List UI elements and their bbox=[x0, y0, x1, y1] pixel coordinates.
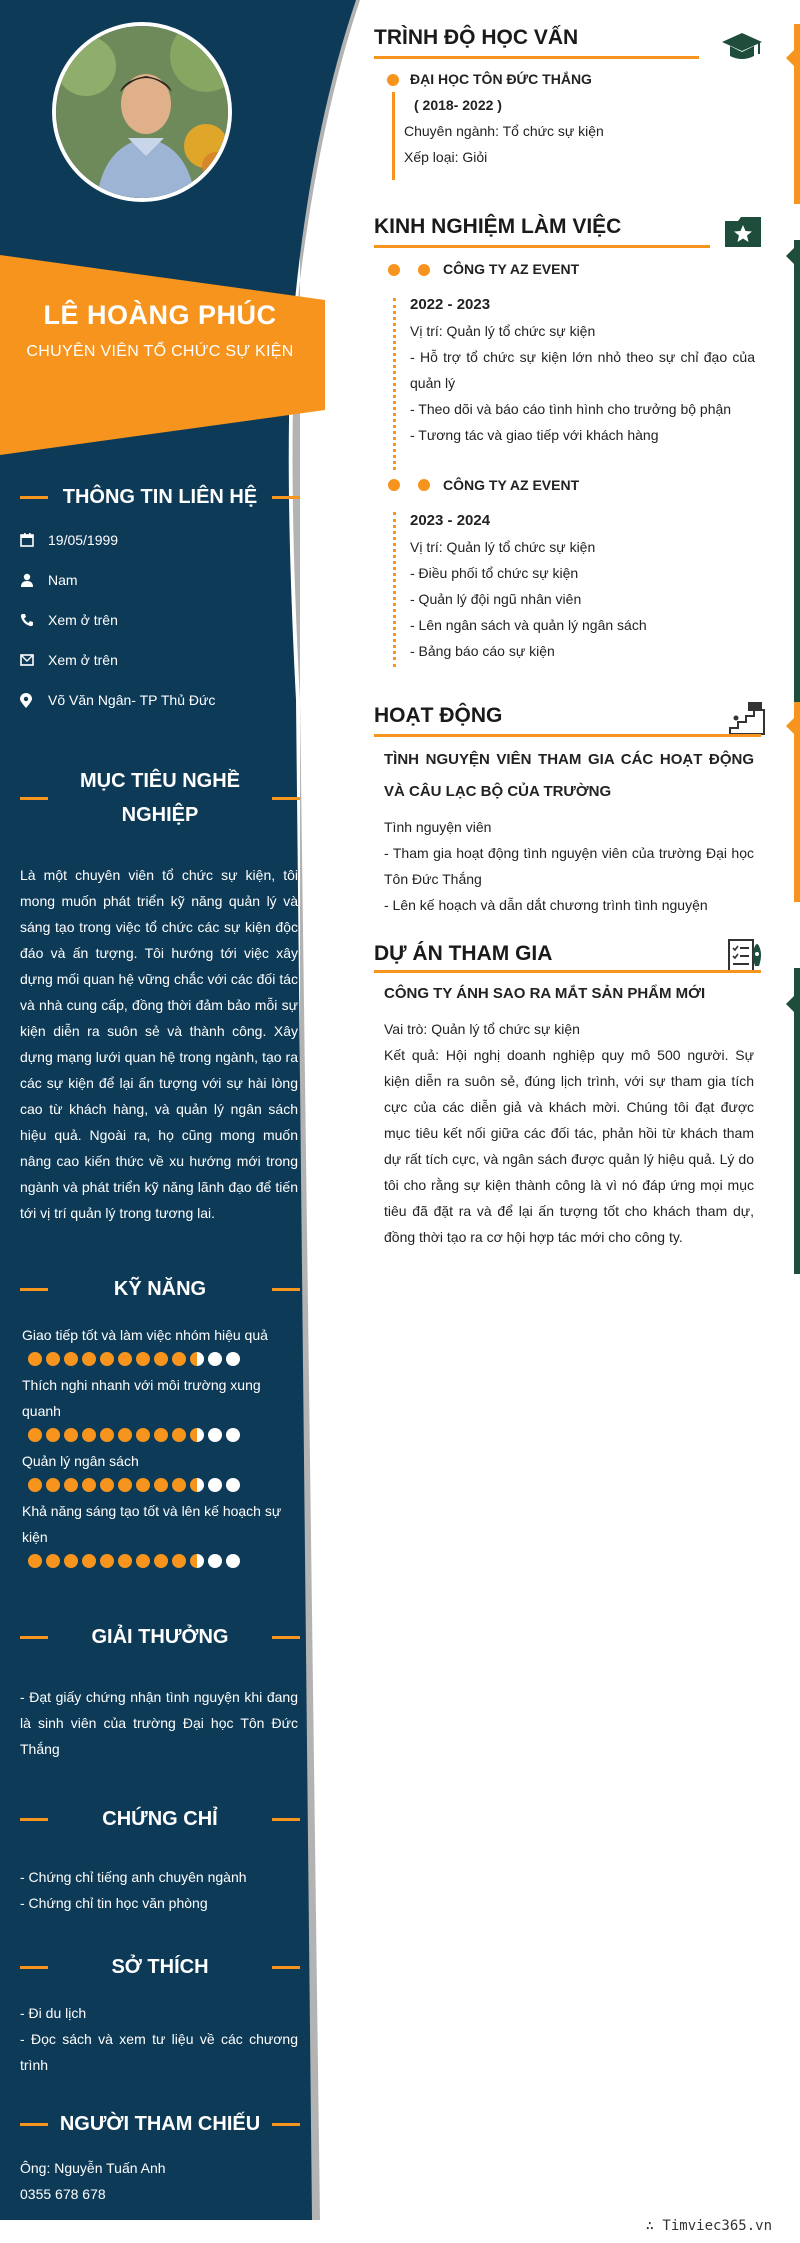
rating-dot bbox=[226, 1352, 240, 1366]
job-task: - Quản lý đội ngũ nhân viên bbox=[410, 591, 582, 607]
briefcase-star-icon bbox=[724, 215, 762, 254]
references-details bbox=[20, 2155, 298, 2207]
rating-dot bbox=[208, 1428, 222, 1442]
rating-dot bbox=[172, 1478, 186, 1492]
rating-dot bbox=[154, 1428, 168, 1442]
rating-dot bbox=[172, 1352, 186, 1366]
job-period: 2023 - 2024 bbox=[410, 512, 491, 529]
skill-label: Quản lý ngân sách bbox=[22, 1453, 139, 1469]
contact-address: Võ Văn Ngân- TP Thủ Đức bbox=[20, 680, 310, 720]
reference-phone: 0355 678 678 bbox=[20, 2186, 106, 2202]
activity-item: - Lên kế hoạch và dẫn dắt chương trình tình nguyện bbox=[384, 897, 708, 913]
rating-dot bbox=[64, 1428, 78, 1442]
job-company: CÔNG TY AZ EVENT bbox=[443, 261, 580, 277]
job-role: Vị trí: Quản lý tổ chức sự kiện bbox=[410, 323, 596, 339]
rating-dot bbox=[82, 1428, 96, 1442]
hobbies-heading: SỞ THÍCH bbox=[20, 1950, 300, 1984]
rating-dot bbox=[208, 1554, 222, 1568]
profile-photo bbox=[52, 22, 232, 202]
rating-dot bbox=[64, 1478, 78, 1492]
location-icon bbox=[20, 693, 48, 708]
contact-gender: Nam bbox=[20, 560, 310, 600]
job-task: - Theo dõi và báo cáo tình hình cho trưởng bộ phận bbox=[410, 401, 732, 417]
rating-dot bbox=[82, 1352, 96, 1366]
skill-label: Khả năng sáng tạo tốt và lên kế hoạch sự kiện bbox=[22, 1503, 282, 1545]
rating-dot bbox=[190, 1554, 204, 1568]
job-role: Vị trí: Quản lý tổ chức sự kiện bbox=[410, 539, 596, 555]
email-icon bbox=[20, 654, 48, 666]
candidate-title: CHUYÊN VIÊN TỔ CHỨC SỰ KIỆN bbox=[26, 343, 294, 360]
skill-rating bbox=[28, 1352, 302, 1366]
rating-dot bbox=[208, 1478, 222, 1492]
rating-dot bbox=[190, 1478, 204, 1492]
hobbies-list bbox=[20, 2000, 298, 2078]
project-checklist-icon bbox=[726, 936, 766, 981]
rating-dot bbox=[46, 1428, 60, 1442]
hobby-item: - Đi du lịch bbox=[20, 2005, 87, 2021]
activities-heading: HOẠT ĐỘNG bbox=[374, 704, 503, 727]
references-heading: NGƯỜI THAM CHIẾU bbox=[20, 2107, 300, 2141]
projects-side-arrow bbox=[786, 990, 800, 1018]
skill-label: Giao tiếp tốt và làm việc nhóm hiệu quả bbox=[22, 1327, 268, 1343]
hobby-item: - Đọc sách và xem tư liệu về các chương trình bbox=[20, 2031, 298, 2073]
awards-heading: GIẢI THƯỞNG bbox=[20, 1620, 300, 1654]
education-side-arrow bbox=[786, 44, 800, 72]
rating-dot bbox=[46, 1352, 60, 1366]
rating-dot bbox=[28, 1554, 42, 1568]
contact-list bbox=[20, 520, 310, 720]
rating-dot bbox=[136, 1478, 150, 1492]
rating-dot bbox=[28, 1478, 42, 1492]
calendar-icon bbox=[20, 533, 48, 547]
graduation-cap-icon bbox=[720, 30, 764, 69]
skill-item bbox=[22, 1448, 302, 1492]
awards-text: - Đạt giấy chứng nhận tình nguyện khi đang là sinh viên của trường Đại học Tôn Đức Thắng bbox=[20, 1689, 298, 1757]
skill-rating bbox=[28, 1428, 302, 1442]
rating-dot bbox=[154, 1478, 168, 1492]
skill-label: Thích nghi nhanh với môi trường xung quanh bbox=[22, 1377, 261, 1419]
education-timeline-dot bbox=[387, 74, 399, 86]
skills-heading: KỸ NĂNG bbox=[20, 1272, 300, 1306]
skill-item bbox=[22, 1498, 302, 1568]
education-major: Chuyên ngành: Tổ chức sự kiện bbox=[404, 123, 604, 139]
rating-dot bbox=[100, 1428, 114, 1442]
rating-dot bbox=[46, 1478, 60, 1492]
activities-details bbox=[384, 744, 754, 918]
skill-rating bbox=[28, 1554, 302, 1568]
rating-dot bbox=[226, 1428, 240, 1442]
rating-dot bbox=[226, 1478, 240, 1492]
activities-underline bbox=[374, 734, 761, 737]
project-title: CÔNG TY ÁNH SAO RA MẮT SẢN PHẨM MỚI bbox=[384, 985, 706, 1002]
objective-text: Là một chuyên viên tổ chức sự kiện, tôi mong muốn phát triển kỹ năng quản lý và sáng tạo trong việc tổ chức các sự kiện độc đáo và ấn tượng. Tôi hướng tới việc xây dựng mối quan hệ vững chắc với các đối tác và nhà cung cấp, đồng thời đảm bảo mỗi sự kiện diễn ra suôn sẻ và thành công. Xây dựng mạng lưới quan hệ trong ngành, tạo ra các sự kiện để lại ấn tượng với sự hài lòng cao từ khách hàng, và quản lý ngân sách hiệu quả. Ngoài ra, họ cũng mong muốn nâng cao kiến thức về xu hướng mới trong ngành và phát triển kỹ năng lãnh đạo để tiến tới vị trí quản lý trong tương lai. bbox=[20, 867, 298, 1221]
rating-dot bbox=[118, 1478, 132, 1492]
rating-dot bbox=[28, 1352, 42, 1366]
experience-heading: KINH NGHIỆM LÀM VIỆC bbox=[374, 213, 710, 248]
projects-underline bbox=[374, 970, 761, 973]
experience-side-arrow bbox=[786, 242, 800, 270]
activity-title: TÌNH NGUYỆN VIÊN THAM GIA CÁC HOẠT ĐỘNG VÀ CÂU LẠC BỘ CỦA TRƯỜNG bbox=[384, 751, 754, 800]
rating-dot bbox=[136, 1554, 150, 1568]
certificate-item: - Chứng chỉ tiếng anh chuyên ngành bbox=[20, 1869, 247, 1885]
rating-dot bbox=[226, 1554, 240, 1568]
job-1 bbox=[410, 256, 755, 448]
rating-dot bbox=[118, 1554, 132, 1568]
school-name: ĐẠI HỌC TÔN ĐỨC THẮNG bbox=[410, 71, 592, 87]
rating-dot bbox=[190, 1352, 204, 1366]
contact-birthday: 19/05/1999 bbox=[20, 520, 310, 560]
certificate-item: - Chứng chỉ tin học văn phòng bbox=[20, 1895, 208, 1911]
skills-list bbox=[22, 1322, 302, 1574]
objective-heading: MỤC TIÊU NGHỀ NGHIỆP bbox=[20, 764, 300, 832]
rating-dot bbox=[190, 1428, 204, 1442]
sidebar bbox=[0, 0, 360, 2220]
rating-dot bbox=[64, 1554, 78, 1568]
project-role: Vai trò: Quản lý tổ chức sự kiện bbox=[384, 1021, 580, 1037]
rating-dot bbox=[154, 1352, 168, 1366]
job-period: 2022 - 2023 bbox=[410, 296, 491, 313]
rating-dot bbox=[28, 1428, 42, 1442]
user-icon bbox=[20, 573, 48, 587]
certificates-list bbox=[20, 1864, 298, 1916]
rating-dot bbox=[136, 1428, 150, 1442]
education-grade: Xếp loại: Giỏi bbox=[404, 149, 488, 165]
rating-dot bbox=[46, 1554, 60, 1568]
job-company: CÔNG TY AZ EVENT bbox=[443, 477, 580, 493]
phone-icon bbox=[20, 613, 48, 627]
job-timeline-dotted bbox=[393, 298, 396, 470]
job-task: - Điều phối tổ chức sự kiện bbox=[410, 565, 579, 581]
skill-rating bbox=[28, 1478, 302, 1492]
rating-dot bbox=[82, 1478, 96, 1492]
job-task: - Bảng báo cáo sự kiện bbox=[410, 643, 555, 659]
contact-email: Xem ở trên bbox=[20, 640, 310, 680]
study-years: ( 2018- 2022 ) bbox=[414, 97, 502, 113]
rating-dot bbox=[154, 1554, 168, 1568]
job-timeline-dot bbox=[388, 264, 400, 276]
skill-item bbox=[22, 1322, 302, 1366]
reference-name: Ông: Nguyễn Tuấn Anh bbox=[20, 2160, 166, 2176]
candidate-name: LÊ HOÀNG PHÚC bbox=[43, 300, 277, 330]
rating-dot bbox=[136, 1352, 150, 1366]
job-task: - Tương tác và giao tiếp với khách hàng bbox=[410, 427, 659, 443]
rating-dot bbox=[64, 1352, 78, 1366]
certificates-heading: CHỨNG CHỈ bbox=[20, 1802, 300, 1836]
rating-dot bbox=[172, 1554, 186, 1568]
education-details bbox=[404, 66, 755, 170]
rating-dot bbox=[100, 1352, 114, 1366]
projects-heading: DỰ ÁN THAM GIA bbox=[374, 942, 553, 965]
rating-dot bbox=[82, 1554, 96, 1568]
experience-side-bar bbox=[794, 240, 800, 710]
education-timeline bbox=[392, 92, 395, 180]
job-task: - Lên ngân sách và quản lý ngân sách bbox=[410, 617, 647, 633]
project-result: Kết quả: Hội nghị doanh nghiệp quy mô 500 người. Sự kiện diễn ra suôn sẻ, đúng lịch trình, với sự tham gia tích cực của các diễn giả và khách mời. Chúng tôi đạt được mục tiêu kết nối giữa các đối tác, phản hồi từ khách tham dự rất tích cực, và ngân sách được quản lý hiệu quả. Lý do tôi cho rằng sự kiện thành công là vì nó đáp ứng mọi mục tiêu đã đặt ra và để lại ấn tượng tốt cho khách tham dự, đồng thời tạo ra cơ hội hợp tác mới cho công ty. bbox=[384, 1047, 754, 1245]
activity-role: Tình nguyện viên bbox=[384, 819, 492, 835]
job-timeline-dotted bbox=[393, 512, 396, 667]
rating-dot bbox=[100, 1554, 114, 1568]
job-2 bbox=[410, 472, 755, 664]
project-details bbox=[384, 978, 754, 1250]
contact-phone: Xem ở trên bbox=[20, 600, 310, 640]
contact-heading: THÔNG TIN LIÊN HỆ bbox=[20, 480, 300, 514]
job-task: - Hỗ trợ tổ chức sự kiện lớn nhỏ theo sự chỉ đạo của quản lý bbox=[410, 349, 755, 391]
job-timeline-dot bbox=[388, 479, 400, 491]
education-heading: TRÌNH ĐỘ HỌC VẤN bbox=[374, 24, 699, 59]
footer-brand: ∴ Timviec365.vn bbox=[645, 2218, 772, 2234]
activity-item: - Tham gia hoạt động tình nguyện viên của trường Đại học Tôn Đức Thắng bbox=[384, 845, 754, 887]
rating-dot bbox=[172, 1428, 186, 1442]
rating-dot bbox=[100, 1478, 114, 1492]
rating-dot bbox=[118, 1352, 132, 1366]
rating-dot bbox=[208, 1352, 222, 1366]
rating-dot bbox=[118, 1428, 132, 1442]
skill-item bbox=[22, 1372, 302, 1442]
activities-side-arrow bbox=[786, 712, 800, 740]
